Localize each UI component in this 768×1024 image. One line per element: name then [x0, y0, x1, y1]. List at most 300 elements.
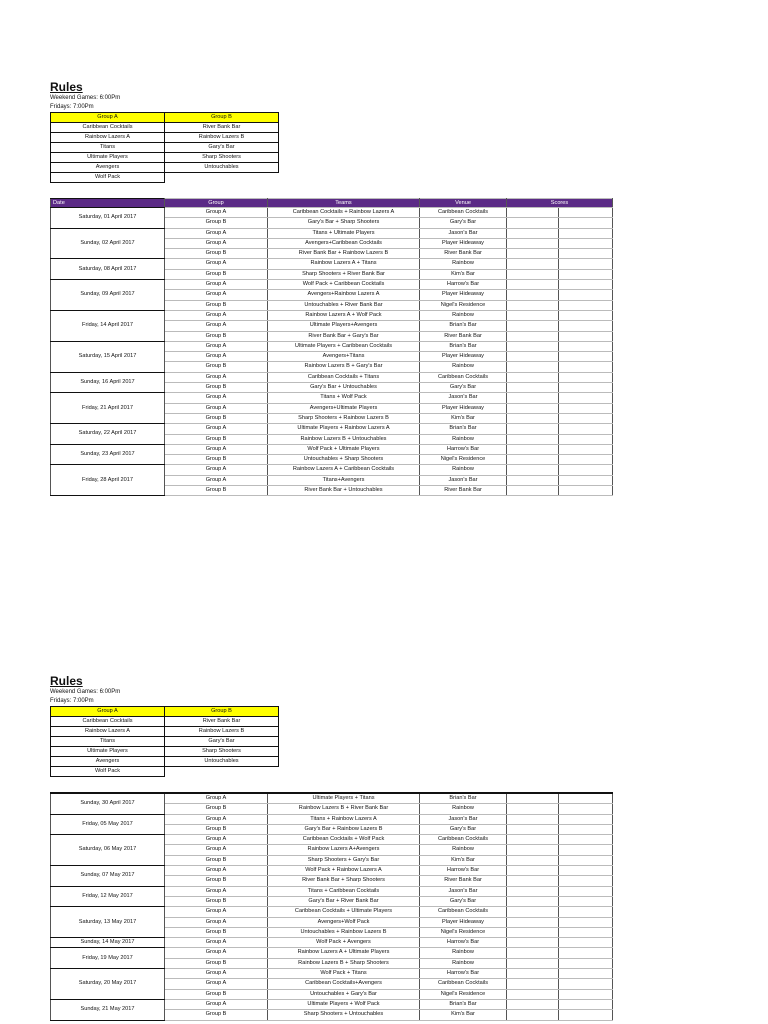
table-row: [51, 341, 613, 351]
score-cell: [559, 280, 613, 290]
group-b-team: Gary's Bar: [165, 143, 279, 153]
score-cell: [507, 917, 559, 927]
venue-cell: Player Hideaway: [420, 290, 507, 300]
group-cell: Group A: [165, 208, 268, 218]
score-cell: [559, 434, 613, 444]
group-cell: Group A: [165, 917, 268, 927]
teams-cell: Avengers+Rainbow Lazers A: [268, 290, 420, 300]
score-cell: [559, 341, 613, 351]
fridays-note: Fridays: 7:00Pm: [50, 104, 94, 110]
match-date: Sunday, 02 April 2017: [51, 228, 165, 259]
venue-header: Venue: [420, 199, 507, 208]
groups-row: [51, 737, 279, 747]
teams-cell: Titans+Avengers: [268, 475, 420, 485]
groups-row: [51, 757, 279, 767]
teams-cell: Ultimate Players+Avengers: [268, 321, 420, 331]
venue-cell: River Bank Bar: [420, 249, 507, 259]
group-cell: Group B: [165, 413, 268, 423]
group-a-team: Titans: [51, 737, 165, 747]
score-cell: [559, 372, 613, 382]
group-cell: Group A: [165, 886, 268, 896]
group-b-team: River Bank Bar: [165, 717, 279, 727]
venue-cell: Jason's Bar: [420, 228, 507, 238]
score-cell: [507, 907, 559, 917]
group-a-team: Ultimate Players: [51, 153, 165, 163]
score-cell: [507, 1010, 559, 1020]
teams-cell: Sharp Shooters + Rainbow Lazers B: [268, 413, 420, 423]
match-date: Friday, 28 April 2017: [51, 465, 165, 496]
group-cell: Group A: [165, 835, 268, 845]
teams-cell: Gary's Bar + Sharp Shooters: [268, 218, 420, 228]
fridays-note: Fridays: 7:00Pm: [50, 698, 94, 704]
score-cell: [507, 896, 559, 906]
group-cell: Group A: [165, 321, 268, 331]
score-cell: [507, 249, 559, 259]
group-cell: Group B: [165, 958, 268, 968]
group-cell: Group A: [165, 352, 268, 362]
group-a-team: Rainbow Lazers A: [51, 727, 165, 737]
score-cell: [507, 793, 559, 804]
score-cell: [507, 938, 559, 948]
group-cell: Group B: [165, 989, 268, 999]
group-cell: Group B: [165, 1010, 268, 1020]
group-cell: Group B: [165, 249, 268, 259]
group-cell: Group B: [165, 331, 268, 341]
group-cell: Group B: [165, 269, 268, 279]
venue-cell: Brian's Bar: [420, 793, 507, 804]
venue-cell: River Bank Bar: [420, 331, 507, 341]
score-cell: [559, 424, 613, 434]
score-cell: [507, 434, 559, 444]
schedule-section-1: [50, 198, 613, 496]
score-cell: [507, 228, 559, 238]
score-cell: [559, 444, 613, 454]
group-a-team: Titans: [51, 143, 165, 153]
venue-cell: Brian's Bar: [420, 424, 507, 434]
table-row: [51, 948, 613, 958]
groups-row: [51, 163, 279, 173]
score-cell: [507, 444, 559, 454]
score-cell: [559, 917, 613, 927]
score-cell: [559, 475, 613, 485]
score-cell: [507, 948, 559, 958]
match-date: Friday, 19 May 2017: [51, 948, 165, 969]
venue-cell: Rainbow: [420, 804, 507, 814]
score-cell: [559, 218, 613, 228]
score-cell: [559, 465, 613, 475]
group-cell: Group B: [165, 824, 268, 834]
match-date: Saturday, 08 April 2017: [51, 259, 165, 280]
score-cell: [507, 979, 559, 989]
groups-table: [50, 112, 279, 183]
score-cell: [507, 413, 559, 423]
match-date: Saturday, 01 April 2017: [51, 208, 165, 229]
group-b-team: Untouchables: [165, 757, 279, 767]
score-cell: [559, 866, 613, 876]
venue-cell: Player Hideaway: [420, 238, 507, 248]
teams-cell: Rainbow Lazers A+Avengers: [268, 845, 420, 855]
rules-title: Rules: [50, 674, 83, 688]
score-cell: [559, 249, 613, 259]
schedule-table: [50, 792, 613, 1021]
group-cell: Group A: [165, 393, 268, 403]
score-cell: [559, 835, 613, 845]
score-cell: [559, 979, 613, 989]
group-cell: Group A: [165, 948, 268, 958]
match-date: Sunday, 09 April 2017: [51, 280, 165, 311]
score-cell: [507, 475, 559, 485]
teams-cell: Rainbow Lazers A + Ultimate Players: [268, 948, 420, 958]
venue-cell: Gary's Bar: [420, 218, 507, 228]
venue-cell: Jason's Bar: [420, 814, 507, 824]
score-cell: [507, 927, 559, 937]
venue-cell: Rainbow: [420, 845, 507, 855]
teams-cell: River Bank Bar + Rainbow Lazers B: [268, 249, 420, 259]
score-cell: [507, 352, 559, 362]
score-cell: [507, 455, 559, 465]
table-row: [51, 208, 613, 218]
teams-cell: Caribbean Cocktails + Rainbow Lazers A: [268, 208, 420, 218]
teams-cell: River Bank Bar + Sharp Shooters: [268, 876, 420, 886]
teams-cell: Avengers+Caribbean Cocktails: [268, 238, 420, 248]
score-cell: [559, 300, 613, 310]
schedule-header-row: [51, 199, 613, 208]
match-date: Sunday, 21 May 2017: [51, 999, 165, 1020]
score-cell: [559, 948, 613, 958]
score-cell: [507, 958, 559, 968]
group-header: Group: [165, 199, 268, 208]
teams-cell: Untouchables + Rainbow Lazers B: [268, 927, 420, 937]
teams-cell: Rainbow Lazers B + Sharp Shooters: [268, 958, 420, 968]
group-a-header: Group A: [51, 113, 165, 123]
venue-cell: Kim's Bar: [420, 269, 507, 279]
match-date: Saturday, 20 May 2017: [51, 969, 165, 1000]
group-a-team: Caribbean Cocktails: [51, 123, 165, 133]
group-cell: Group A: [165, 845, 268, 855]
group-cell: Group A: [165, 259, 268, 269]
score-cell: [507, 969, 559, 979]
table-row: [51, 259, 613, 269]
table-row: [51, 280, 613, 290]
score-cell: [559, 310, 613, 320]
score-cell: [559, 321, 613, 331]
venue-cell: Caribbean Cocktails: [420, 979, 507, 989]
score-cell: [507, 886, 559, 896]
score-cell: [559, 383, 613, 393]
score-cell: [559, 969, 613, 979]
table-row: [51, 886, 613, 896]
group-cell: Group B: [165, 804, 268, 814]
group-cell: Group B: [165, 455, 268, 465]
venue-cell: Kim's Bar: [420, 855, 507, 865]
venue-cell: Player Hideaway: [420, 917, 507, 927]
venue-cell: Gary's Bar: [420, 383, 507, 393]
teams-cell: Untouchables + Gary's Bar: [268, 989, 420, 999]
groups-row: [51, 143, 279, 153]
group-cell: Group B: [165, 855, 268, 865]
teams-cell: Rainbow Lazers A + Wolf Pack: [268, 310, 420, 320]
table-row: [51, 814, 613, 824]
teams-cell: Titans + Rainbow Lazers A: [268, 814, 420, 824]
teams-cell: Untouchables + River Bank Bar: [268, 300, 420, 310]
score-cell: [559, 486, 613, 496]
venue-cell: River Bank Bar: [420, 486, 507, 496]
group-b-team: Rainbow Lazers B: [165, 133, 279, 143]
groups-header-row: [51, 113, 279, 123]
group-cell: Group A: [165, 290, 268, 300]
table-row: [51, 907, 613, 917]
teams-cell: Caribbean Cocktails + Titans: [268, 372, 420, 382]
group-cell: Group B: [165, 896, 268, 906]
group-cell: Group A: [165, 424, 268, 434]
score-cell: [559, 331, 613, 341]
groups-row: [51, 727, 279, 737]
teams-cell: Sharp Shooters + Gary's Bar: [268, 855, 420, 865]
venue-cell: River Bank Bar: [420, 876, 507, 886]
group-cell: Group A: [165, 979, 268, 989]
score-cell: [507, 259, 559, 269]
score-cell: [507, 218, 559, 228]
table-row: [51, 444, 613, 454]
teams-cell: Ultimate Players + Titans: [268, 793, 420, 804]
teams-cell: Titans + Caribbean Cocktails: [268, 886, 420, 896]
teams-cell: Gary's Bar + Untouchables: [268, 383, 420, 393]
group-b-team: Untouchables: [165, 163, 279, 173]
group-b-team: Rainbow Lazers B: [165, 727, 279, 737]
venue-cell: Brian's Bar: [420, 321, 507, 331]
match-date: Friday, 05 May 2017: [51, 814, 165, 835]
score-cell: [507, 383, 559, 393]
venue-cell: Rainbow: [420, 259, 507, 269]
groups-row: [51, 747, 279, 757]
score-cell: [507, 341, 559, 351]
score-cell: [507, 855, 559, 865]
teams-cell: Caribbean Cocktails+Avengers: [268, 979, 420, 989]
teams-cell: Rainbow Lazers A + Titans: [268, 259, 420, 269]
venue-cell: Harrow's Bar: [420, 444, 507, 454]
venue-cell: Harrow's Bar: [420, 938, 507, 948]
venue-cell: Kim's Bar: [420, 1010, 507, 1020]
venue-cell: Caribbean Cocktails: [420, 835, 507, 845]
teams-cell: Titans + Ultimate Players: [268, 228, 420, 238]
table-row: [51, 393, 613, 403]
table-row: [51, 793, 613, 804]
group-a-team: Avengers: [51, 757, 165, 767]
group-b-team: Sharp Shooters: [165, 153, 279, 163]
group-cell: Group A: [165, 228, 268, 238]
table-row: [51, 835, 613, 845]
score-cell: [507, 362, 559, 372]
match-date: Friday, 12 May 2017: [51, 886, 165, 907]
venue-cell: Rainbow: [420, 434, 507, 444]
venue-cell: Harrow's Bar: [420, 280, 507, 290]
match-date: Sunday, 14 May 2017: [51, 938, 165, 948]
teams-cell: Rainbow Lazers B + River Bank Bar: [268, 804, 420, 814]
score-cell: [507, 804, 559, 814]
group-a-header: Group A: [51, 707, 165, 717]
score-cell: [559, 413, 613, 423]
score-cell: [559, 845, 613, 855]
venue-cell: Jason's Bar: [420, 886, 507, 896]
group-cell: Group A: [165, 866, 268, 876]
teams-cell: Avengers+Wolf Pack: [268, 917, 420, 927]
venue-cell: Rainbow: [420, 362, 507, 372]
score-cell: [559, 824, 613, 834]
table-row: [51, 310, 613, 320]
table-row: [51, 424, 613, 434]
score-cell: [507, 331, 559, 341]
teams-cell: Titans + Wolf Pack: [268, 393, 420, 403]
score-cell: [559, 352, 613, 362]
group-cell: Group A: [165, 310, 268, 320]
venue-cell: Jason's Bar: [420, 393, 507, 403]
group-b-team: Sharp Shooters: [165, 747, 279, 757]
match-date: Friday, 21 April 2017: [51, 393, 165, 424]
group-cell: Group B: [165, 434, 268, 444]
group-cell: Group B: [165, 362, 268, 372]
group-cell: Group A: [165, 372, 268, 382]
group-cell: Group B: [165, 383, 268, 393]
group-cell: Group B: [165, 876, 268, 886]
teams-cell: Wolf Pack + Caribbean Cocktails: [268, 280, 420, 290]
group-cell: Group A: [165, 465, 268, 475]
teams-cell: Untouchables + Sharp Shooters: [268, 455, 420, 465]
score-cell: [507, 486, 559, 496]
score-cell: [559, 958, 613, 968]
group-cell: Group A: [165, 999, 268, 1009]
group-cell: Group A: [165, 403, 268, 413]
teams-cell: Ultimate Players + Rainbow Lazers A: [268, 424, 420, 434]
group-cell: Group A: [165, 341, 268, 351]
group-cell: Group A: [165, 475, 268, 485]
score-cell: [507, 999, 559, 1009]
venue-cell: Rainbow: [420, 958, 507, 968]
group-cell: Group A: [165, 793, 268, 804]
groups-row: [51, 123, 279, 133]
group-cell: Group B: [165, 927, 268, 937]
score-cell: [559, 403, 613, 413]
venue-cell: Caribbean Cocktails: [420, 907, 507, 917]
group-b-team: Gary's Bar: [165, 737, 279, 747]
group-a-team: Wolf Pack: [51, 173, 165, 183]
score-cell: [559, 208, 613, 218]
weekend-games-note: Weekend Games: 6:00Pm: [50, 95, 121, 101]
rules-title: Rules: [50, 80, 83, 94]
group-cell: Group A: [165, 938, 268, 948]
score-cell: [559, 999, 613, 1009]
score-cell: [559, 228, 613, 238]
teams-cell: Avengers+Ultimate Players: [268, 403, 420, 413]
group-cell: Group B: [165, 218, 268, 228]
venue-cell: Nigel's Residence: [420, 989, 507, 999]
groups-row: [51, 133, 279, 143]
match-date: Sunday, 23 April 2017: [51, 444, 165, 465]
teams-cell: River Bank Bar + Gary's Bar: [268, 331, 420, 341]
venue-cell: Gary's Bar: [420, 896, 507, 906]
venue-cell: Nigel's Residence: [420, 927, 507, 937]
score-cell: [507, 321, 559, 331]
score-cell: [507, 269, 559, 279]
teams-cell: Rainbow Lazers B + Untouchables: [268, 434, 420, 444]
match-date: Saturday, 15 April 2017: [51, 341, 165, 372]
groups-row: [51, 153, 279, 163]
score-cell: [507, 290, 559, 300]
group-a-team: Ultimate Players: [51, 747, 165, 757]
groups-table: [50, 706, 279, 777]
score-cell: [559, 814, 613, 824]
score-cell: [559, 907, 613, 917]
score-cell: [559, 793, 613, 804]
score-cell: [559, 855, 613, 865]
table-row: [51, 938, 613, 948]
match-date: Saturday, 06 May 2017: [51, 835, 165, 866]
score-cell: [507, 393, 559, 403]
score-cell: [507, 845, 559, 855]
table-row: [51, 999, 613, 1009]
teams-cell: Wolf Pack + Avengers: [268, 938, 420, 948]
group-cell: Group A: [165, 814, 268, 824]
score-cell: [559, 886, 613, 896]
venue-cell: Caribbean Cocktails: [420, 208, 507, 218]
teams-cell: Rainbow Lazers A + Caribbean Cocktails: [268, 465, 420, 475]
teams-cell: Gary's Bar + Rainbow Lazers B: [268, 824, 420, 834]
teams-cell: Avengers+Titans: [268, 352, 420, 362]
venue-cell: Rainbow: [420, 948, 507, 958]
date-header: Date: [51, 199, 165, 208]
venue-cell: Jason's Bar: [420, 475, 507, 485]
teams-cell: Gary's Bar + River Bank Bar: [268, 896, 420, 906]
teams-cell: Caribbean Cocktails + Ultimate Players: [268, 907, 420, 917]
teams-cell: Sharp Shooters + Untouchables: [268, 1010, 420, 1020]
score-cell: [559, 938, 613, 948]
groups-row: [51, 173, 279, 183]
score-cell: [559, 393, 613, 403]
venue-cell: Nigel's Residence: [420, 455, 507, 465]
score-cell: [507, 835, 559, 845]
match-date: Saturday, 22 April 2017: [51, 424, 165, 445]
match-date: Friday, 14 April 2017: [51, 310, 165, 341]
group-a-team: Rainbow Lazers A: [51, 133, 165, 143]
group-a-team: Caribbean Cocktails: [51, 717, 165, 727]
score-cell: [507, 372, 559, 382]
teams-cell: Rainbow Lazers B + Gary's Bar: [268, 362, 420, 372]
schedule-section-2: [50, 792, 613, 1021]
score-cell: [559, 927, 613, 937]
score-cell: [507, 208, 559, 218]
table-row: [51, 969, 613, 979]
score-cell: [507, 465, 559, 475]
group-b-team: [165, 767, 279, 777]
score-cell: [507, 403, 559, 413]
schedule-table: [50, 198, 613, 496]
match-date: Saturday, 13 May 2017: [51, 907, 165, 938]
table-row: [51, 372, 613, 382]
group-a-team: Wolf Pack: [51, 767, 165, 777]
group-cell: Group B: [165, 486, 268, 496]
venue-cell: Player Hideaway: [420, 352, 507, 362]
venue-cell: Brian's Bar: [420, 341, 507, 351]
teams-header: Teams: [268, 199, 420, 208]
score-cell: [507, 866, 559, 876]
score-cell: [507, 280, 559, 290]
score-cell: [507, 989, 559, 999]
group-cell: Group A: [165, 969, 268, 979]
group-a-team: Avengers: [51, 163, 165, 173]
teams-cell: Sharp Shooters + River Bank Bar: [268, 269, 420, 279]
venue-cell: Rainbow: [420, 310, 507, 320]
venue-cell: Player Hideaway: [420, 403, 507, 413]
table-row: [51, 465, 613, 475]
